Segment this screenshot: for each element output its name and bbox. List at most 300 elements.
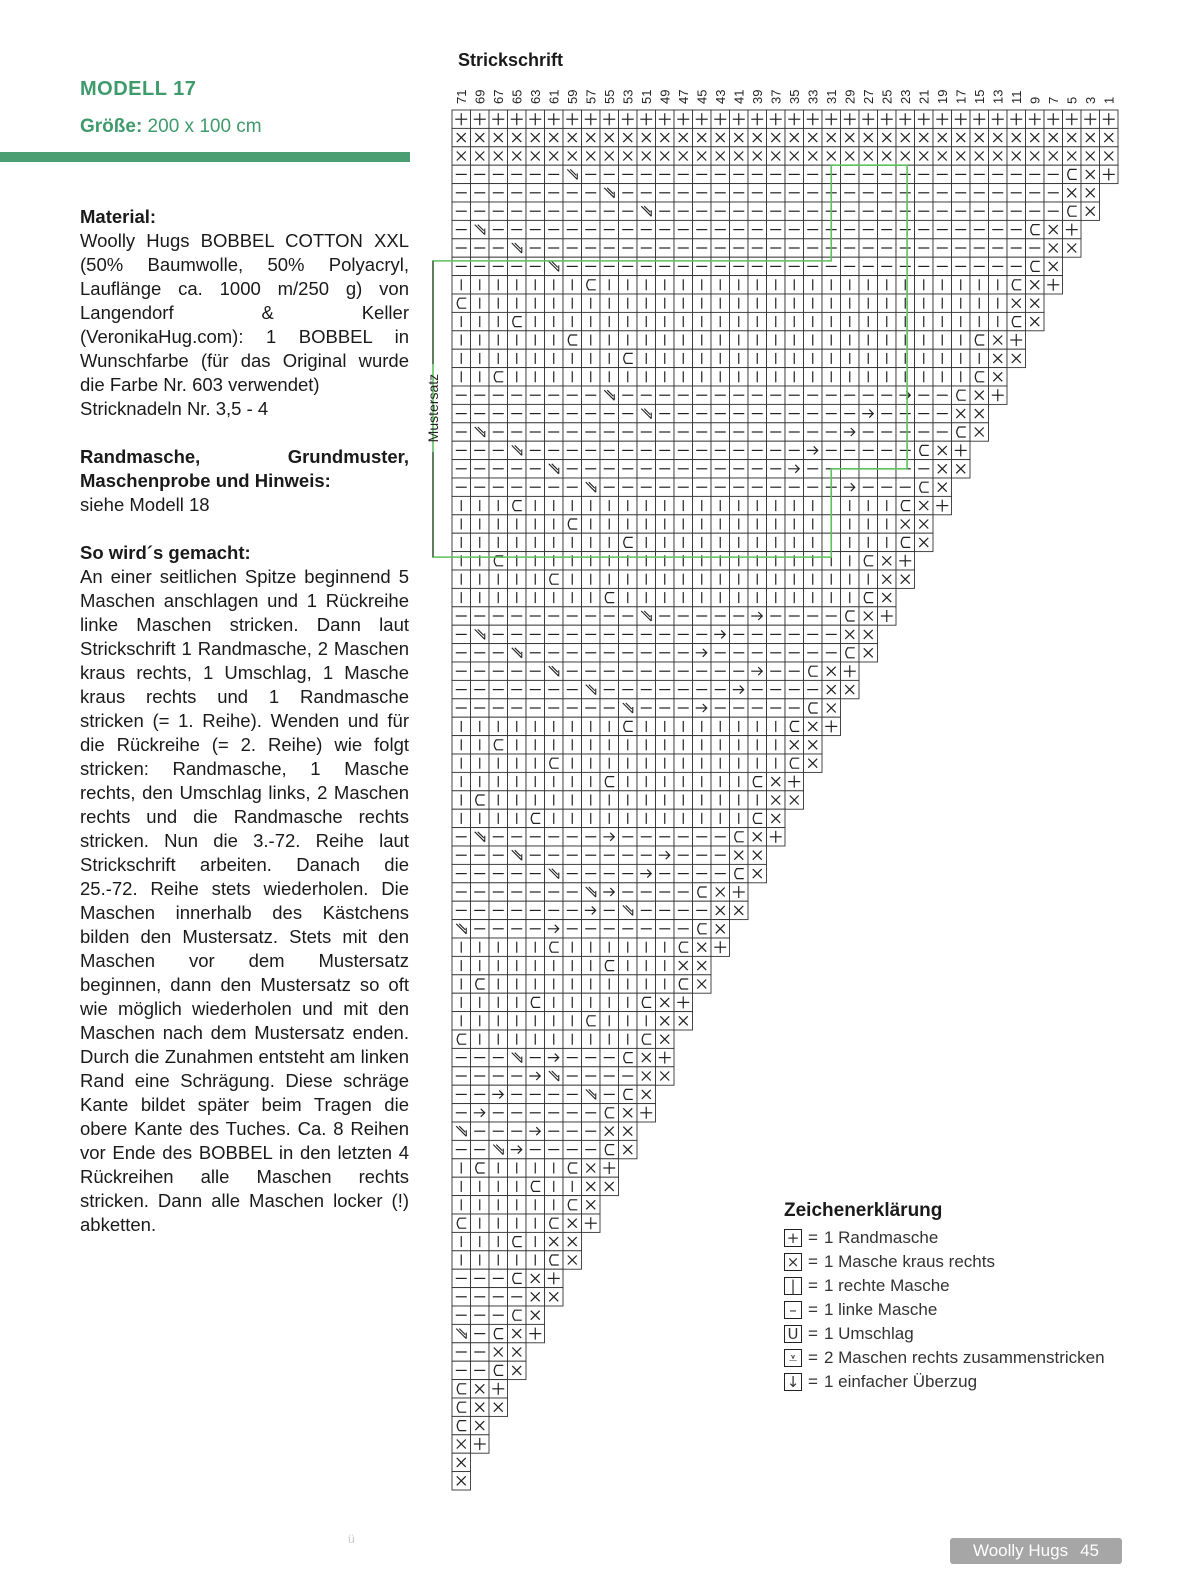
chart-cell xyxy=(489,1048,508,1066)
chart-cell xyxy=(896,496,915,514)
chart-cell xyxy=(674,312,693,330)
chart-cell xyxy=(767,772,786,790)
chart-cell xyxy=(896,202,915,220)
chart-cell xyxy=(545,1269,564,1287)
chart-cell xyxy=(545,110,564,128)
chart-cell xyxy=(878,552,897,570)
chart-cell xyxy=(859,515,878,533)
chart-cell xyxy=(600,1177,619,1195)
chart-cell xyxy=(545,202,564,220)
chart-cell xyxy=(582,791,601,809)
chart-cell xyxy=(508,147,527,165)
chart-cell xyxy=(748,570,767,588)
chart-cell xyxy=(804,625,823,643)
chart-cell xyxy=(471,717,490,735)
chart-cell xyxy=(878,441,897,459)
chart-cell xyxy=(656,828,675,846)
chart-cell xyxy=(545,993,564,1011)
chart-cell xyxy=(804,552,823,570)
chart-cell xyxy=(600,938,619,956)
chart-cell xyxy=(619,938,638,956)
chart-cell xyxy=(822,147,841,165)
chart-cell xyxy=(693,662,712,680)
chart-cell xyxy=(1063,202,1082,220)
chart-cell xyxy=(785,257,804,275)
chart-cell xyxy=(563,165,582,183)
chart-cell xyxy=(600,920,619,938)
chart-cell xyxy=(563,883,582,901)
chart-cell xyxy=(1007,331,1026,349)
chart-cell xyxy=(582,165,601,183)
chart-cell xyxy=(452,331,471,349)
legend-equals: = xyxy=(808,1348,818,1367)
chart-cell xyxy=(471,220,490,238)
chart-cell xyxy=(471,441,490,459)
chart-cell xyxy=(489,441,508,459)
chart-cell xyxy=(804,570,823,588)
column-label: 13 xyxy=(990,89,1006,104)
chart-cell xyxy=(767,570,786,588)
chart-cell xyxy=(730,368,749,386)
chart-cell xyxy=(619,441,638,459)
chart-cell xyxy=(508,570,527,588)
method-heading: So wird´s gemacht: xyxy=(80,542,251,563)
chart-cell xyxy=(471,791,490,809)
chart-cell xyxy=(748,828,767,846)
chart-cell xyxy=(1007,220,1026,238)
chart-cell xyxy=(508,533,527,551)
chart-cell xyxy=(841,110,860,128)
chart-cell xyxy=(452,680,471,698)
chart-cell xyxy=(582,1214,601,1232)
chart-cell xyxy=(526,496,545,514)
column-label: 39 xyxy=(749,89,765,104)
chart-cell xyxy=(711,938,730,956)
chart-cell xyxy=(693,202,712,220)
chart-cell xyxy=(582,110,601,128)
chart-cell xyxy=(526,1104,545,1122)
chart-cell xyxy=(489,1067,508,1085)
chart-cell xyxy=(785,239,804,257)
chart-cell xyxy=(785,460,804,478)
chart-cell xyxy=(748,441,767,459)
chart-cell xyxy=(841,625,860,643)
chart-cell xyxy=(600,1048,619,1066)
chart-cell xyxy=(600,110,619,128)
chart-cell xyxy=(730,496,749,514)
chart-cell xyxy=(619,662,638,680)
chart-cell xyxy=(785,570,804,588)
chart-cell xyxy=(582,680,601,698)
chart-cell xyxy=(545,460,564,478)
chart-cell xyxy=(693,257,712,275)
chart-cell xyxy=(619,883,638,901)
chart-cell xyxy=(471,1269,490,1287)
chart-cell xyxy=(674,846,693,864)
chart-cell xyxy=(1081,184,1100,202)
chart-cell xyxy=(545,496,564,514)
chart-cell xyxy=(785,699,804,717)
chart-cell xyxy=(693,828,712,846)
needles-text: Stricknadeln Nr. 3,5 - 4 xyxy=(80,398,269,419)
chart-cell xyxy=(526,184,545,202)
chart-cell xyxy=(489,975,508,993)
chart-cell xyxy=(489,220,508,238)
chart-cell xyxy=(489,1104,508,1122)
chart-cell xyxy=(545,791,564,809)
chart-cell xyxy=(582,1159,601,1177)
chart-cell xyxy=(656,717,675,735)
chart-cell xyxy=(582,239,601,257)
chart-cell xyxy=(600,1067,619,1085)
column-label: 41 xyxy=(731,89,747,104)
chart-cell xyxy=(600,496,619,514)
legend-text: 1 Randmasche xyxy=(823,1228,939,1247)
chart-cell xyxy=(452,423,471,441)
legend-symbol: U xyxy=(784,1325,802,1343)
chart-cell xyxy=(711,312,730,330)
chart-cell xyxy=(730,736,749,754)
chart-cell xyxy=(471,276,490,294)
chart-cell xyxy=(730,184,749,202)
chart-cell xyxy=(693,110,712,128)
chart-cell xyxy=(674,809,693,827)
chart-cell xyxy=(563,864,582,882)
chart-cell xyxy=(489,699,508,717)
chart-cell xyxy=(656,809,675,827)
chart-cell xyxy=(508,1269,527,1287)
chart-cell xyxy=(896,257,915,275)
chart-cell xyxy=(674,202,693,220)
legend-symbol: – xyxy=(784,1301,802,1319)
chart-cell xyxy=(730,147,749,165)
chart-cell xyxy=(730,423,749,441)
chart-cell xyxy=(489,644,508,662)
chart-cell xyxy=(637,901,656,919)
chart-cell xyxy=(1026,184,1045,202)
chart-cell xyxy=(804,349,823,367)
chart-cell xyxy=(785,331,804,349)
chart-cell xyxy=(896,110,915,128)
chart-cell xyxy=(526,441,545,459)
chart-cell xyxy=(989,312,1008,330)
chart-cell xyxy=(489,754,508,772)
chart-cell xyxy=(896,386,915,404)
chart-cell xyxy=(915,294,934,312)
chart-cell xyxy=(619,478,638,496)
chart-cell xyxy=(563,607,582,625)
chart-cell xyxy=(656,184,675,202)
chart-cell xyxy=(656,404,675,422)
chart-cell xyxy=(933,202,952,220)
chart-cell xyxy=(508,828,527,846)
column-label: 47 xyxy=(675,89,691,104)
chart-cell xyxy=(896,478,915,496)
chart-cell xyxy=(767,625,786,643)
chart-cell xyxy=(952,368,971,386)
chart-cell xyxy=(508,809,527,827)
chart-cell xyxy=(452,239,471,257)
chart-cell xyxy=(471,128,490,146)
legend-item xyxy=(784,1274,1105,1298)
chart-cell xyxy=(841,423,860,441)
chart-cell xyxy=(452,864,471,882)
chart-cell xyxy=(582,423,601,441)
chart-cell xyxy=(841,478,860,496)
chart-cell xyxy=(582,1067,601,1085)
chart-cell xyxy=(1100,165,1119,183)
chart-cell xyxy=(730,165,749,183)
chart-cell xyxy=(730,478,749,496)
chart-cell xyxy=(767,147,786,165)
chart-cell xyxy=(452,533,471,551)
chart-cell xyxy=(896,441,915,459)
chart-cell xyxy=(693,239,712,257)
chart-cell xyxy=(711,625,730,643)
chart-cell xyxy=(600,588,619,606)
chart-cell xyxy=(600,533,619,551)
chart-cell xyxy=(804,441,823,459)
chart-cell xyxy=(619,386,638,404)
chart-cell xyxy=(582,828,601,846)
chart-cell xyxy=(933,404,952,422)
chart-cell xyxy=(452,1416,471,1434)
chart-cell xyxy=(711,883,730,901)
chart-cell xyxy=(933,110,952,128)
chart-cell xyxy=(582,1030,601,1048)
page-tab xyxy=(950,1538,1122,1564)
chart-cell xyxy=(452,920,471,938)
chart-cell xyxy=(970,128,989,146)
chart-cell xyxy=(841,276,860,294)
chart-cell xyxy=(489,1140,508,1158)
chart-cell xyxy=(785,441,804,459)
chart-cell xyxy=(989,386,1008,404)
chart-cell xyxy=(933,441,952,459)
chart-cell xyxy=(508,220,527,238)
chart-cell xyxy=(804,386,823,404)
chart-cell xyxy=(526,1067,545,1085)
chart-cell xyxy=(859,644,878,662)
chart-cell xyxy=(452,276,471,294)
chart-cell xyxy=(471,533,490,551)
chart-cell xyxy=(767,202,786,220)
chart-cell xyxy=(600,717,619,735)
chart-cell xyxy=(656,478,675,496)
chart-cell xyxy=(582,846,601,864)
chart-cell xyxy=(656,533,675,551)
chart-cell xyxy=(508,1140,527,1158)
chart-cell xyxy=(563,1030,582,1048)
chart-cell xyxy=(674,717,693,735)
chart-cell xyxy=(526,1214,545,1232)
chart-cell xyxy=(637,736,656,754)
chart-cell xyxy=(804,754,823,772)
chart-cell xyxy=(452,1232,471,1250)
chart-cell xyxy=(600,846,619,864)
chart-cell xyxy=(859,625,878,643)
chart-cell xyxy=(637,478,656,496)
chart-cell xyxy=(730,588,749,606)
chart-cell xyxy=(859,220,878,238)
chart-cell xyxy=(915,478,934,496)
chart-cell xyxy=(1044,128,1063,146)
legend-text: 1 Umschlag xyxy=(823,1324,914,1343)
chart-cell xyxy=(637,754,656,772)
chart-cell xyxy=(545,625,564,643)
chart-cell xyxy=(748,515,767,533)
chart-cell xyxy=(656,791,675,809)
chart-cell xyxy=(915,165,934,183)
chart-cell xyxy=(508,920,527,938)
chart-cell xyxy=(711,184,730,202)
chart-cell xyxy=(1007,312,1026,330)
chart-cell xyxy=(582,533,601,551)
chart-cell xyxy=(619,1122,638,1140)
chart-cell xyxy=(674,920,693,938)
chart-cell xyxy=(471,1232,490,1250)
chart-cell xyxy=(489,1324,508,1342)
chart-cell xyxy=(526,993,545,1011)
chart-cell xyxy=(656,607,675,625)
chart-cell xyxy=(508,1048,527,1066)
chart-cell xyxy=(1063,147,1082,165)
chart-cell xyxy=(1063,239,1082,257)
chart-cell xyxy=(656,883,675,901)
chart-cell xyxy=(674,938,693,956)
chart-cell xyxy=(748,184,767,202)
chart-cell xyxy=(508,607,527,625)
chart-cell xyxy=(545,809,564,827)
chart-cell xyxy=(637,828,656,846)
chart-cell xyxy=(526,662,545,680)
chart-cell xyxy=(452,128,471,146)
chart-cell xyxy=(489,1030,508,1048)
chart-cell xyxy=(730,717,749,735)
chart-cell xyxy=(489,828,508,846)
chart-cell xyxy=(693,349,712,367)
chart-cell xyxy=(748,331,767,349)
chart-cell xyxy=(619,699,638,717)
chart-cell xyxy=(1063,165,1082,183)
chart-cell xyxy=(582,515,601,533)
chart-cell xyxy=(526,809,545,827)
chart-cell xyxy=(785,644,804,662)
chart-cell xyxy=(767,276,786,294)
chart-cell xyxy=(471,828,490,846)
column-label: 21 xyxy=(916,89,932,104)
chart-cell xyxy=(785,184,804,202)
chart-cell xyxy=(693,165,712,183)
chart-cell xyxy=(452,257,471,275)
chart-cell xyxy=(471,404,490,422)
chart-cell xyxy=(767,644,786,662)
chart-cell xyxy=(878,220,897,238)
chart-cell xyxy=(452,220,471,238)
chart-cell xyxy=(545,478,564,496)
chart-cell xyxy=(471,625,490,643)
chart-cell xyxy=(730,460,749,478)
chart-cell xyxy=(1044,165,1063,183)
chart-cell xyxy=(748,110,767,128)
chart-cell xyxy=(563,920,582,938)
chart-cell xyxy=(915,349,934,367)
chart-cell xyxy=(545,1085,564,1103)
chart-cell xyxy=(952,349,971,367)
chart-cell xyxy=(804,128,823,146)
chart-cell xyxy=(674,276,693,294)
column-label: 61 xyxy=(546,89,562,104)
chart-cell xyxy=(1044,239,1063,257)
chart-cell xyxy=(471,1343,490,1361)
chart-cell xyxy=(804,294,823,312)
chart-cell xyxy=(563,846,582,864)
chart-cell xyxy=(563,1177,582,1195)
chart-cell xyxy=(674,515,693,533)
chart-cell xyxy=(1007,294,1026,312)
chart-cell xyxy=(1007,349,1026,367)
chart-cell xyxy=(748,846,767,864)
column-label: 65 xyxy=(509,89,525,104)
column-label: 57 xyxy=(583,89,599,104)
chart-cell xyxy=(452,404,471,422)
chart-cell xyxy=(656,754,675,772)
chart-cell xyxy=(508,736,527,754)
chart-cell xyxy=(545,1232,564,1250)
chart-cell xyxy=(545,184,564,202)
chart-cell xyxy=(526,754,545,772)
chart-cell xyxy=(637,423,656,441)
chart-cell xyxy=(859,110,878,128)
chart-cell xyxy=(508,975,527,993)
chart-cell xyxy=(489,846,508,864)
chart-cell xyxy=(748,423,767,441)
column-label: 3 xyxy=(1082,96,1098,104)
chart-cell xyxy=(730,239,749,257)
chart-cell xyxy=(915,184,934,202)
chart-cell xyxy=(452,956,471,974)
chart-cell xyxy=(582,276,601,294)
chart-cell xyxy=(526,680,545,698)
chart-cell xyxy=(711,533,730,551)
chart-cell xyxy=(674,368,693,386)
chart-cell xyxy=(730,772,749,790)
chart-cell xyxy=(619,846,638,864)
chart-cell xyxy=(508,386,527,404)
chart-cell xyxy=(619,276,638,294)
chart-cell xyxy=(563,441,582,459)
chart-cell xyxy=(748,294,767,312)
chart-cell xyxy=(545,294,564,312)
chart-cell xyxy=(637,864,656,882)
chart-cell xyxy=(785,386,804,404)
chart-cell xyxy=(711,386,730,404)
column-label: 23 xyxy=(897,89,913,104)
chart-cell xyxy=(600,1085,619,1103)
chart-cell xyxy=(896,312,915,330)
chart-cell xyxy=(711,699,730,717)
chart-cell xyxy=(693,220,712,238)
legend-text: 2 Maschen rechts zusammenstricken xyxy=(823,1348,1105,1367)
chart-cell xyxy=(748,312,767,330)
chart-cell xyxy=(452,478,471,496)
chart-cell xyxy=(563,184,582,202)
chart-cell xyxy=(526,828,545,846)
chart-cell xyxy=(730,883,749,901)
chart-cell xyxy=(711,496,730,514)
legend-text: 1 Masche kraus rechts xyxy=(823,1252,995,1271)
chart-cell xyxy=(748,662,767,680)
